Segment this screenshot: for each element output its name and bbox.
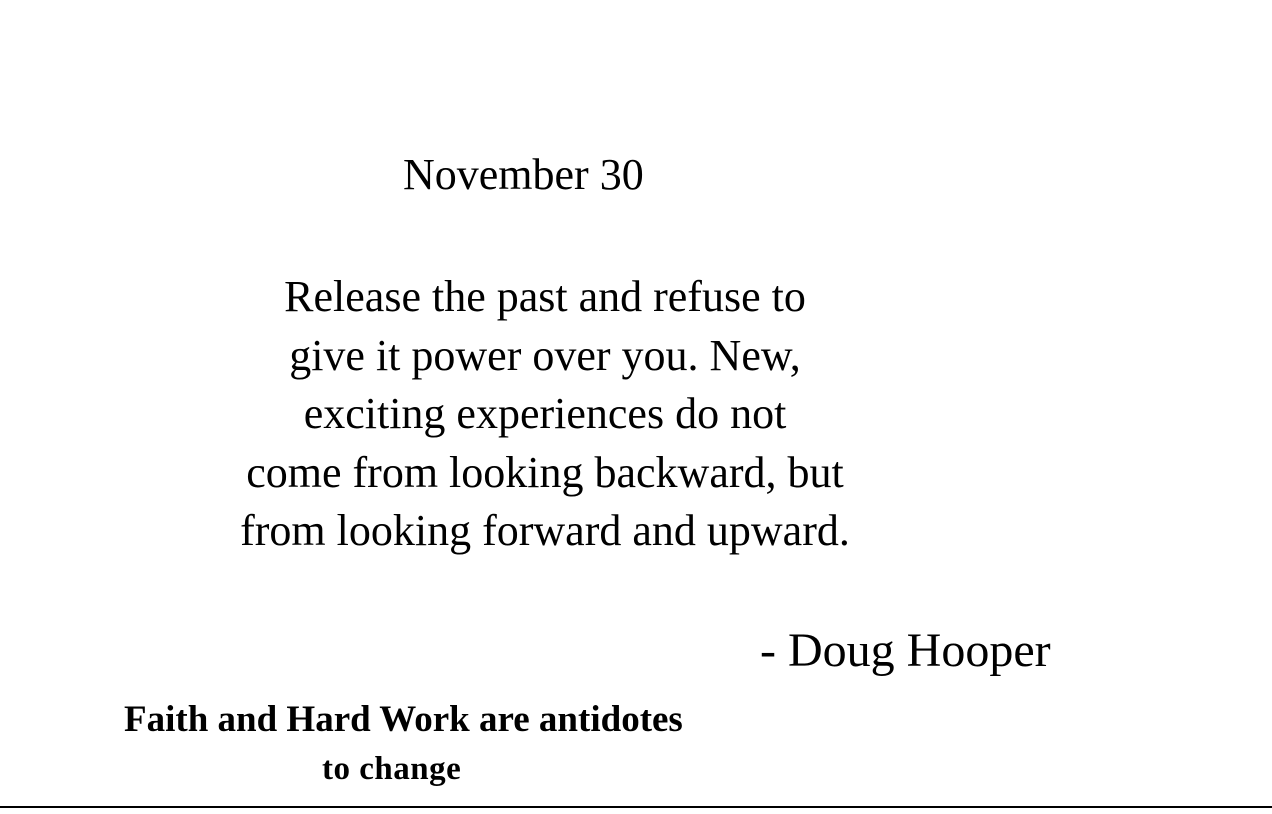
date-heading: November 30 [403, 150, 644, 199]
quote-line: from looking forward and upward. [240, 506, 850, 555]
quote-line: exciting experiences do not [303, 389, 787, 438]
bottom-divider [0, 806, 1272, 808]
footer-motto-line-2: to change [322, 751, 462, 787]
quote-line: Release the past and refuse to [284, 272, 806, 321]
quote-line: give it power over you. New, [289, 330, 801, 380]
quote-text [140, 268, 950, 561]
quote-author: - Doug Hooper [760, 624, 1051, 677]
footer-motto-line-1: Faith and Hard Work are antidotes [124, 699, 683, 740]
quote-line: come from looking backward, but [246, 447, 844, 497]
